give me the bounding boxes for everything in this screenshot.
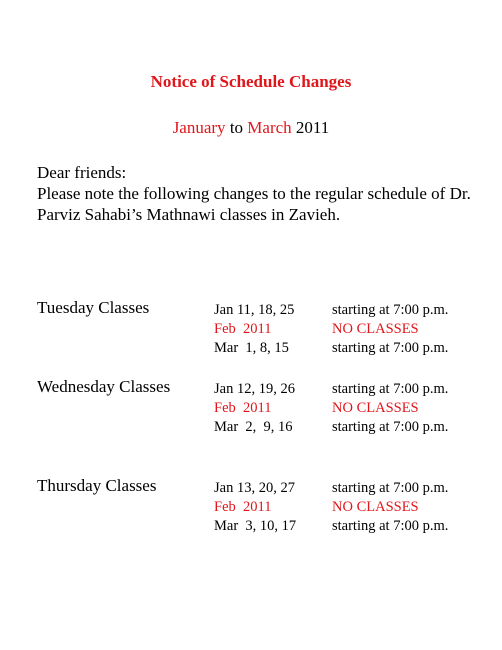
row-dates: Feb 2011	[214, 400, 272, 416]
notice-title: Notice of Schedule Changes	[150, 72, 352, 91]
section-title: Thursday Classes	[37, 476, 157, 495]
section-title: Wednesday Classes	[37, 377, 171, 396]
period-end-month: March	[247, 118, 292, 137]
row-time: starting at 7:00 p.m.	[332, 340, 449, 356]
schedule-row	[37, 419, 477, 438]
schedule-row	[37, 480, 477, 499]
period-start-month: January	[172, 118, 226, 137]
schedule-row-cancelled	[37, 499, 477, 518]
notice-body: Please note the following changes to the regular schedule of Dr. Parviz Sahabi’s Mathnawi classes in Zavieh.	[37, 184, 471, 224]
row-time: starting at 7:00 p.m.	[332, 480, 449, 496]
row-time: NO CLASSES	[332, 499, 419, 515]
period-year: 2011	[291, 118, 330, 137]
schedule-row-cancelled	[37, 400, 477, 419]
row-dates: Mar 1, 8, 15	[214, 340, 289, 356]
row-time: starting at 7:00 p.m.	[332, 302, 449, 318]
schedule-row-cancelled	[37, 321, 477, 340]
period-connector: to	[225, 118, 248, 137]
row-time: NO CLASSES	[332, 400, 419, 416]
notice-period	[0, 118, 502, 138]
row-dates: Mar 3, 10, 17	[214, 518, 297, 534]
row-time: starting at 7:00 p.m.	[332, 518, 449, 534]
row-dates: Jan 12, 19, 26	[214, 381, 295, 397]
schedule-row	[37, 302, 477, 321]
row-time: NO CLASSES	[332, 321, 419, 337]
row-dates: Mar 2, 9, 16	[214, 419, 293, 435]
schedule-row	[37, 518, 477, 537]
row-dates: Feb 2011	[214, 499, 272, 515]
schedule-row	[37, 381, 477, 400]
row-time: starting at 7:00 p.m.	[332, 419, 449, 435]
row-dates: Feb 2011	[214, 321, 272, 337]
greeting: Dear friends:	[37, 163, 127, 182]
row-time: starting at 7:00 p.m.	[332, 381, 449, 397]
section-title: Tuesday Classes	[37, 298, 150, 317]
schedule-row	[37, 340, 477, 359]
row-dates: Jan 13, 20, 27	[214, 480, 295, 496]
row-dates: Jan 11, 18, 25	[214, 302, 295, 318]
